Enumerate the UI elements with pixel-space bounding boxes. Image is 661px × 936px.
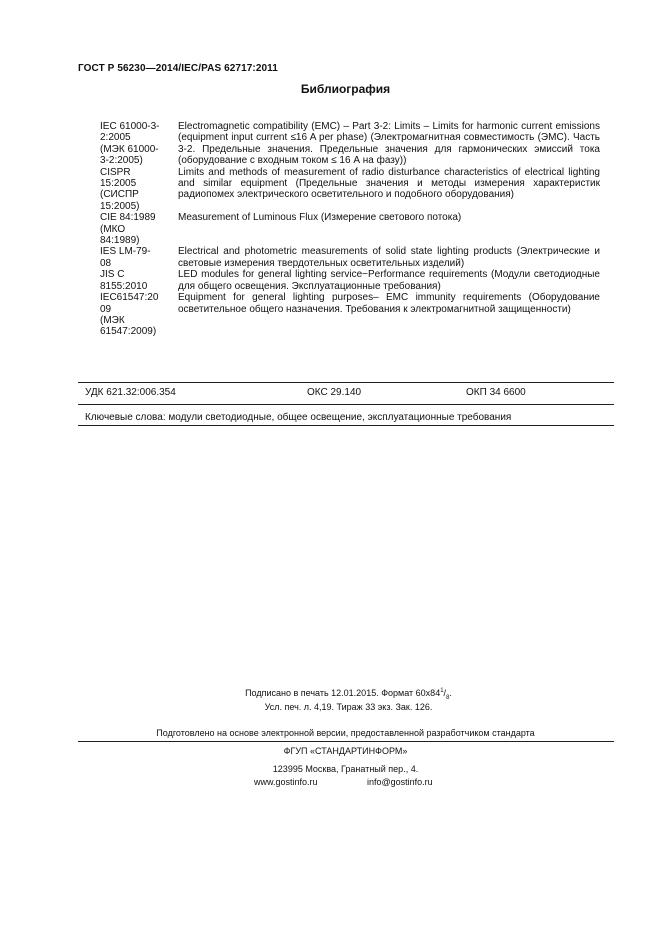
reference-code: IEC 61000-3- 2:2005 (МЭК 61000- 3-2:2005) — [100, 121, 160, 167]
prepared-note: Подготовлено на основе электронной версии, предоставленной разработчиком стандарта — [156, 728, 535, 738]
reference-description: Equipment for general lighting purposes– EMC immunity requirements (Оборудование осветительное общего назначения. Требования к электромагнитной защищенности) — [178, 292, 600, 315]
page-title: Библиография — [300, 82, 391, 96]
reference-description: LED modules for general lighting service−Performance requirements (Модули светодиодные для общего освещения. Эксплуатационные требования) — [178, 269, 600, 292]
classification-bottom-rule — [78, 425, 614, 426]
okp-code: ОКП 34 6600 — [466, 387, 526, 398]
reference-code: IEC61547:20 09 (МЭК 61547:2009) — [100, 292, 159, 338]
website-link[interactable]: www.gostinfo.ru — [254, 777, 318, 787]
bibliography-entry — [100, 269, 600, 292]
reference-code: CISPR 15:2005 (СИСПР 15:2005) — [100, 166, 140, 212]
reference-description: Limits and methods of measurement of radio disturbance characteristics of electrical lighting and similar equipment (Предельные значения и методы измерения характеристик радиопомех электрического осветительного и подобного оборудования) — [178, 166, 600, 201]
reference-description: Electromagnetic compatibility (EMC) – Part 3-2: Limits – Limits for harmonic current emissions (equipment input current ≤16 A per phase) (Электромагнитная совместимость (ЭМС). Часть 3-2. Предельные значения. Предельные значения для гармонических эмиссий тока (оборудование с входным током ≤ 16 А на фазу)) — [178, 121, 600, 167]
standard-code: ГОСТ Р 56230—2014/IEC/PAS 62717:2011 — [78, 63, 278, 74]
keywords: Ключевые слова: модули светодиодные, общее освещение, эксплуатационные требования — [85, 412, 512, 423]
imprint-rule — [78, 741, 614, 742]
oks-code: ОКС 29.140 — [307, 387, 362, 398]
bibliography-entry — [100, 212, 600, 246]
signed-for-print: Подписано в печать 12.01.2015. Формат $60x84^1/_8$. — [245, 688, 452, 701]
publisher-name: ФГУП «СТАНДАРТИНФОРМ» — [283, 746, 408, 756]
reference-description: Measurement of Luminous Flux (Измерение светового потока) — [178, 212, 462, 224]
reference-code: CIE 84:1989 (МКО 84:1989) — [100, 212, 156, 247]
print-info: Усл. печ. л. 4,19. Тираж 33 экз. Зак. 126. — [264, 702, 433, 712]
classification-top-rule — [78, 382, 614, 383]
reference-description: Electrical and photometric measurements of solid state lighting products (Электрические и световые измерения твердотельных осветительных изделий) — [178, 246, 600, 269]
bibliography-entry — [100, 292, 600, 338]
classification-middle-rule — [78, 404, 614, 405]
udk-code: УДК 621.32:006.354 — [85, 387, 176, 398]
bibliography-entry — [100, 246, 600, 269]
reference-code: JIS C 8155:2010 — [100, 269, 148, 292]
email-link[interactable]: info@gostinfo.ru — [367, 777, 433, 787]
bibliography-entry — [100, 167, 600, 213]
publisher-address: 123995 Москва, Гранатный пер., 4. — [272, 764, 419, 774]
bibliography-entry — [100, 121, 600, 167]
reference-code: IES LM-79- 08 — [100, 246, 151, 269]
bibliography-list — [100, 121, 600, 338]
